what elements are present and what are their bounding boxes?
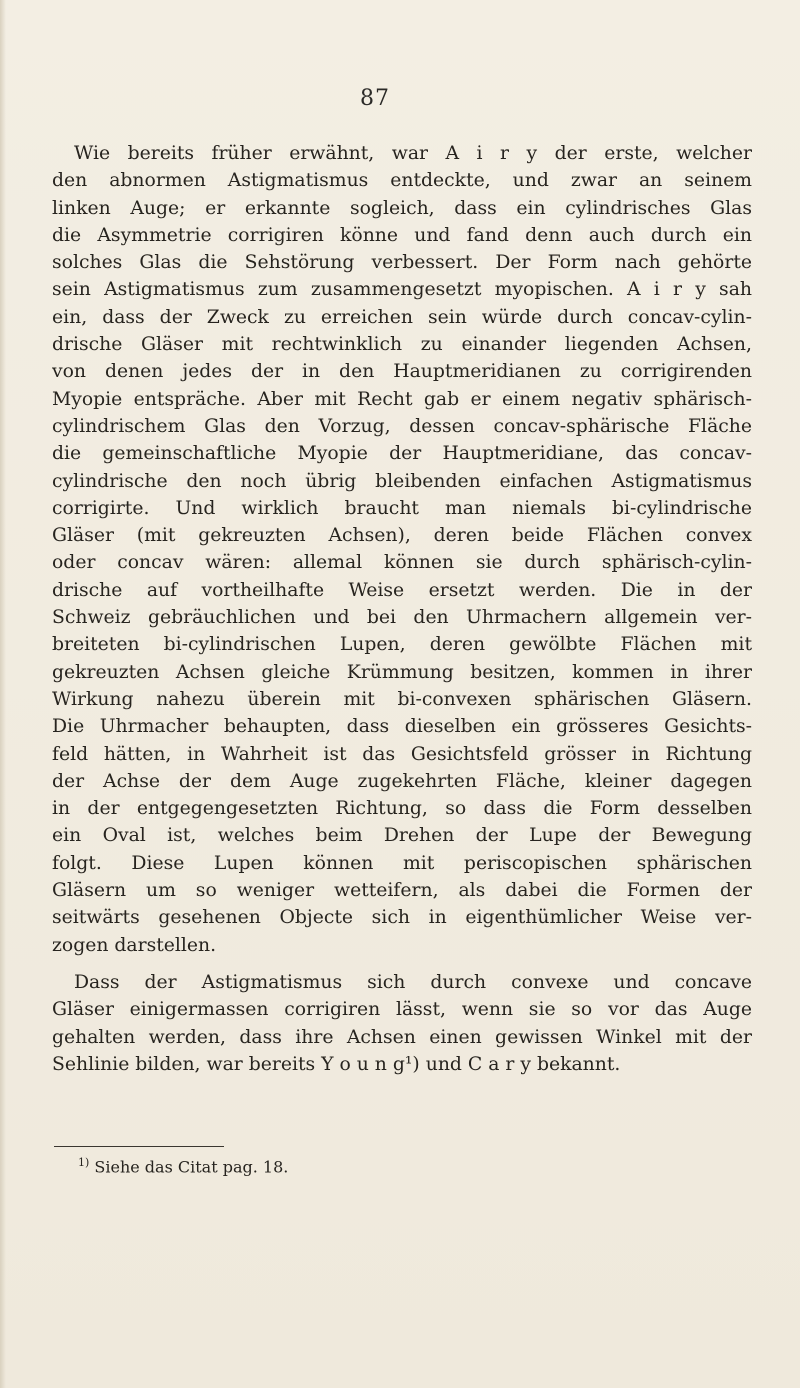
- text-line: breiteten bi-cylindrischen Lupen, deren gewölbte Flächen mit: [52, 634, 752, 656]
- text-line: von denen jedes der in den Hauptmeridianen zu corrigirenden: [52, 361, 752, 383]
- text-line: die Asymmetrie corrigiren könne und fand denn auch durch ein: [52, 224, 752, 246]
- page-number: 87: [360, 86, 390, 111]
- text-line: cylindrischem Glas den Vorzug, dessen concav-sphärische Fläche: [52, 415, 752, 437]
- binding-edge: [0, 0, 6, 1388]
- paragraph-1: [52, 140, 752, 959]
- text-line: Wirkung nahezu überein mit bi-convexen sphärischen Gläsern.: [52, 688, 752, 710]
- text-line: drische Gläser mit rechtwinklich zu einander liegenden Achsen,: [52, 334, 752, 356]
- paragraph-gap: [52, 959, 752, 969]
- body-text: [52, 140, 752, 1078]
- footnote-text: Siehe das Citat pag. 18.: [94, 1157, 289, 1177]
- text-line: Sehlinie bilden, war bereits Y o u n g¹) und C a r y bekannt.: [52, 1053, 621, 1075]
- text-line: zogen darstellen.: [52, 934, 217, 956]
- footnote-rule: [54, 1146, 224, 1147]
- text-line: Schweiz gebräuchlichen und bei den Uhrmachern allgemein ver-: [52, 607, 752, 629]
- text-line: sein Astigmatismus zum zusammengesetzt myopischen. A i r y sah: [52, 279, 752, 301]
- text-line: oder concav wären: allemal können sie durch sphärisch-cylin-: [52, 552, 752, 574]
- text-line: die gemeinschaftliche Myopie der Hauptmeridiane, das concav-: [52, 443, 752, 465]
- text-line: feld hätten, in Wahrheit ist das Gesichtsfeld grösser in Richtung: [52, 743, 752, 765]
- text-line: seitwärts gesehenen Objecte sich in eigenthümlicher Weise ver-: [52, 907, 752, 929]
- footnote-marker: 1): [78, 1156, 90, 1169]
- text-line: Wie bereits früher erwähnt, war A i r y der erste, welcher: [74, 143, 752, 164]
- text-line: Gläsern um so weniger wetteifern, als dabei die Formen der: [52, 880, 752, 902]
- paragraph-2: [52, 969, 752, 1078]
- text-line: den abnormen Astigmatismus entdeckte, und zwar an seinem: [52, 170, 752, 192]
- text-line: Die Uhrmacher behaupten, dass dieselben ein grösseres Gesichts-: [52, 716, 752, 738]
- footnote: [78, 1152, 288, 1178]
- text-line: drische auf vortheilhafte Weise ersetzt werden. Die in der: [52, 579, 752, 601]
- text-line: Gläser einigermassen corrigiren lässt, wenn sie so vor das Auge: [52, 999, 752, 1021]
- text-line: corrigirte. Und wirklich braucht man niemals bi-cylindrische: [52, 497, 752, 519]
- text-line: cylindrische den noch übrig bleibenden einfachen Astigmatismus: [52, 470, 752, 492]
- text-line: Gläser (mit gekreuzten Achsen), deren beide Flächen convex: [52, 525, 752, 547]
- text-line: gehalten werden, dass ihre Achsen einen gewissen Winkel mit der: [52, 1026, 752, 1048]
- text-line: Myopie entspräche. Aber mit Recht gab er einem negativ sphärisch-: [52, 388, 752, 410]
- text-line: gekreuzten Achsen gleiche Krümmung besitzen, kommen in ihrer: [52, 661, 752, 683]
- text-line: Dass der Astigmatismus sich durch convexe und concave: [74, 971, 752, 993]
- text-line: linken Auge; er erkannte sogleich, dass ein cylindrisches Glas: [52, 197, 752, 219]
- text-line: in der entgegengesetzten Richtung, so dass die Form desselben: [52, 798, 752, 820]
- text-line: folgt. Diese Lupen können mit periscopischen sphärischen: [52, 852, 752, 874]
- text-line: ein, dass der Zweck zu erreichen sein würde durch concav-cylin-: [52, 306, 752, 328]
- text-line: solches Glas die Sehstörung verbessert. Der Form nach gehörte: [52, 252, 752, 274]
- text-line: der Achse der dem Auge zugekehrten Fläche, kleiner dagegen: [52, 770, 752, 792]
- text-line: ein Oval ist, welches beim Drehen der Lupe der Bewegung: [52, 825, 752, 847]
